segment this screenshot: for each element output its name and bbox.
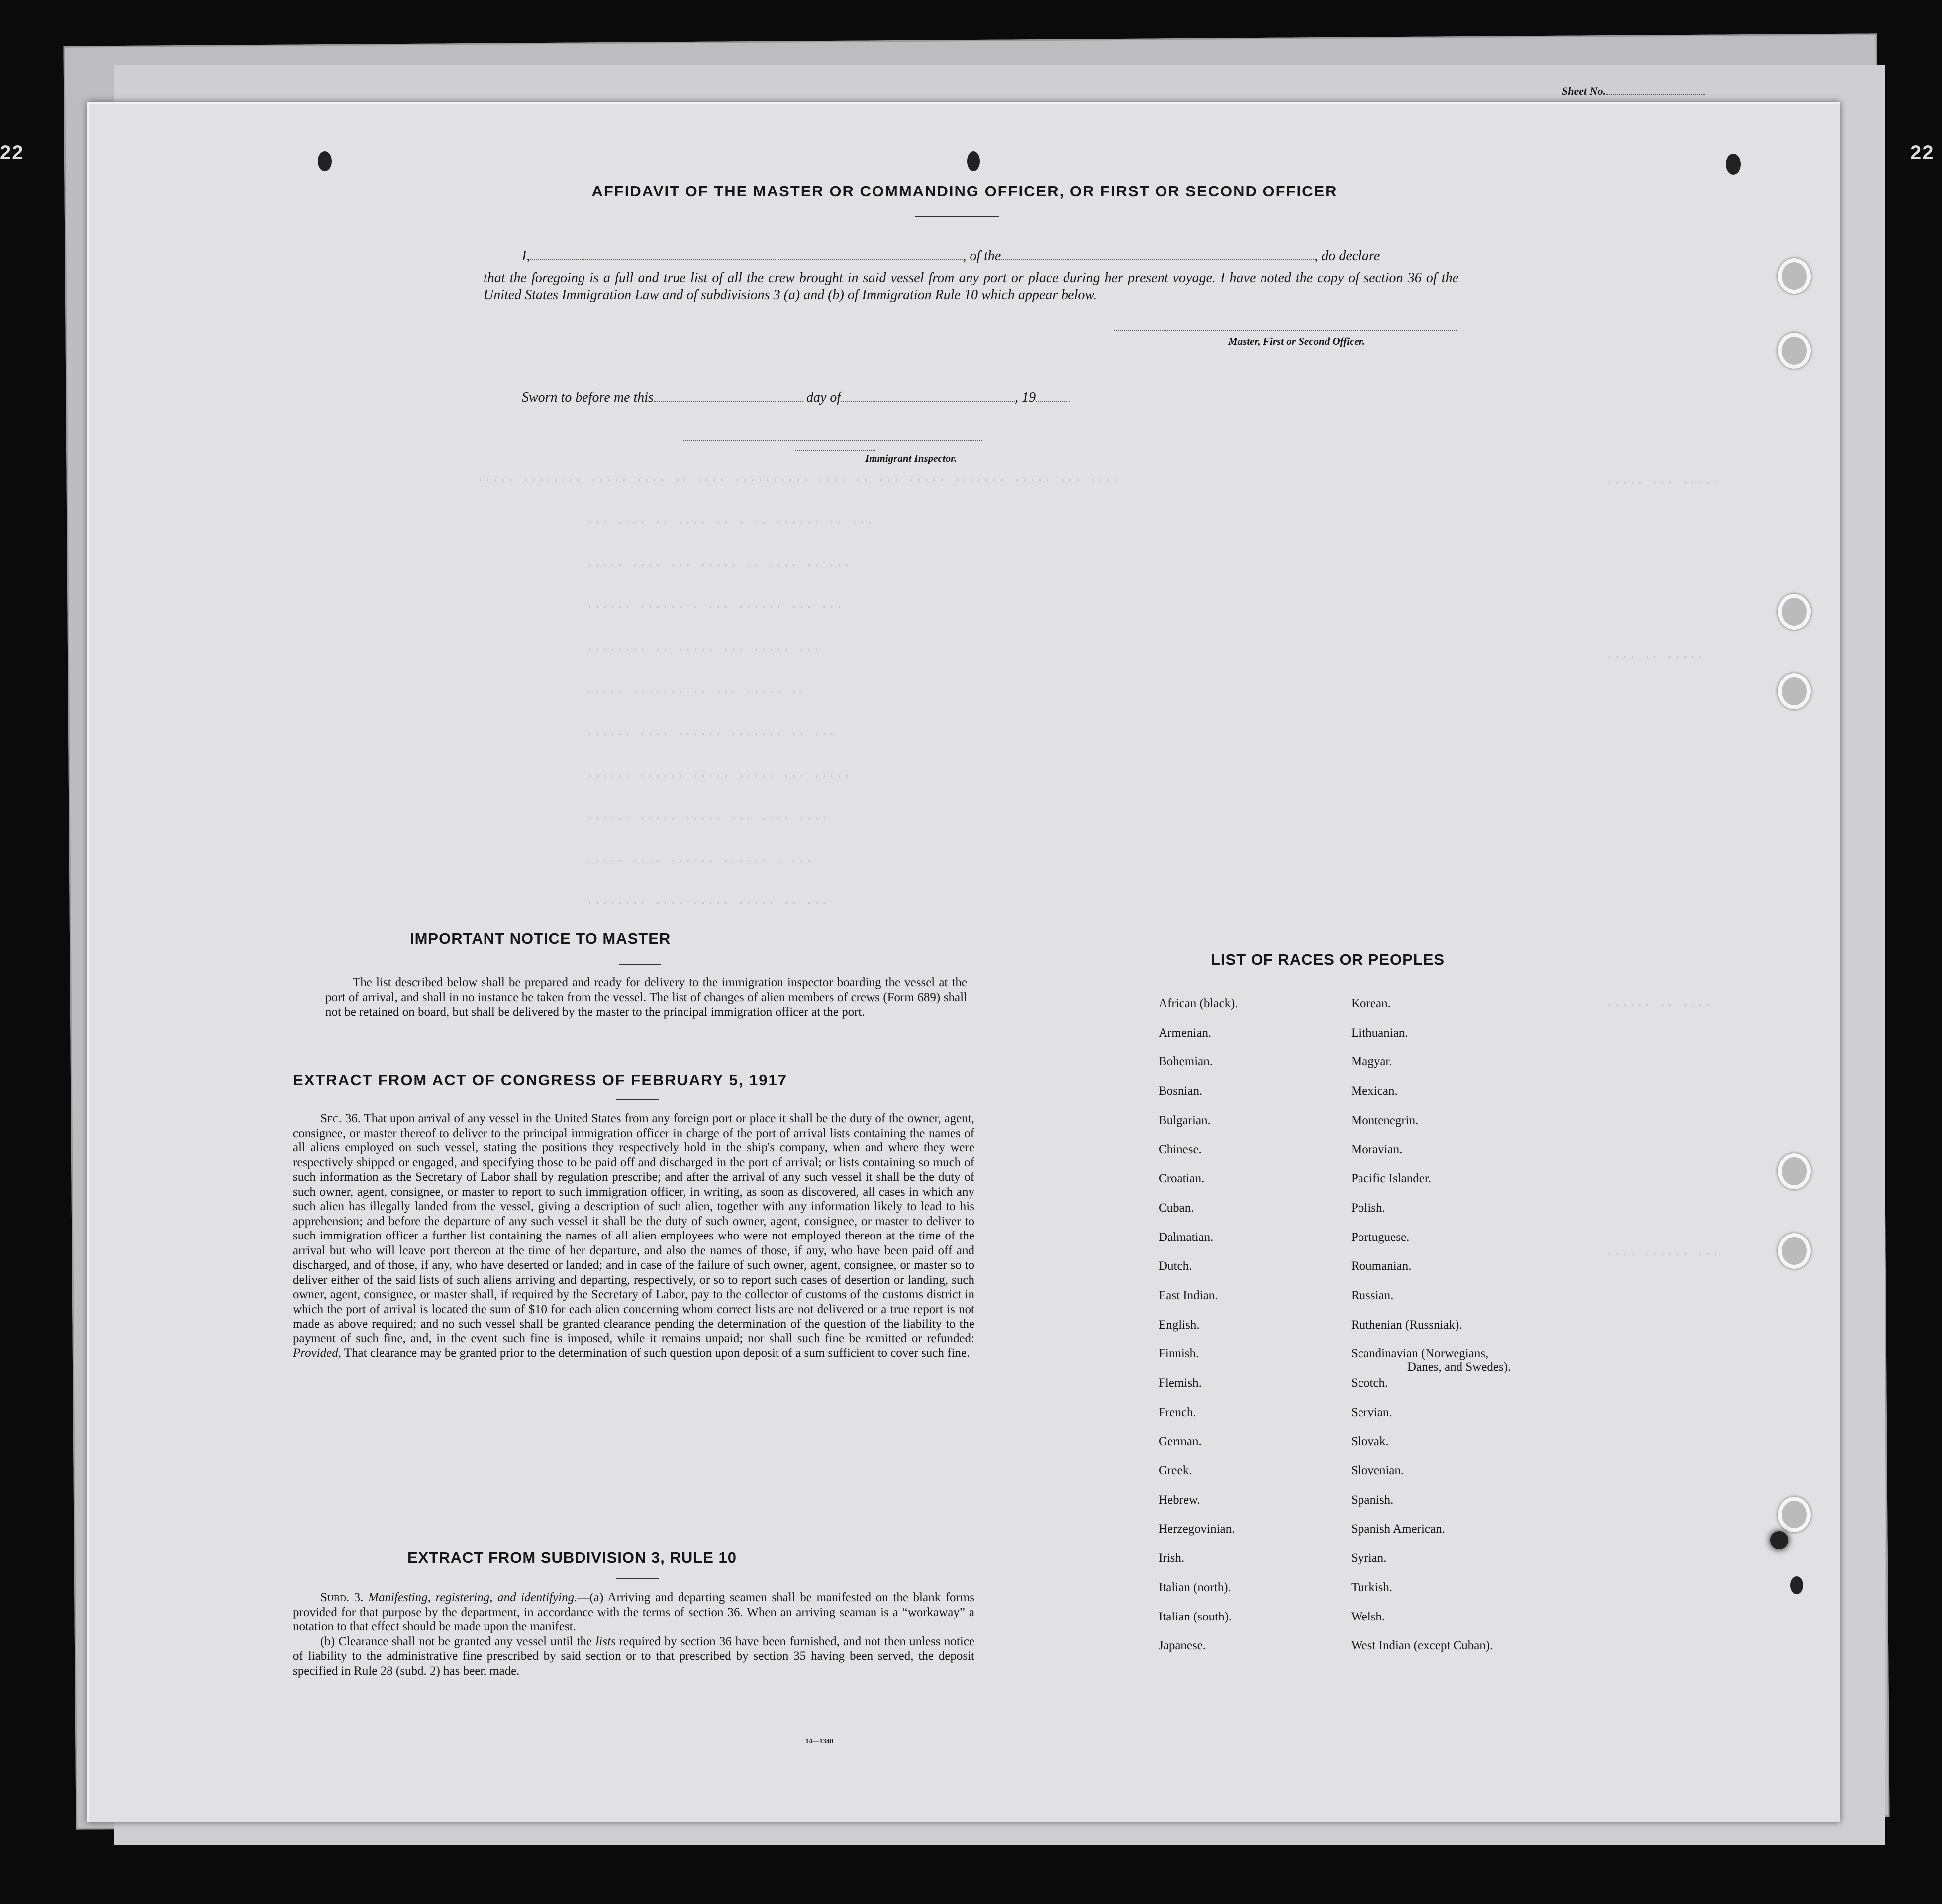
race-entry: Armenian. xyxy=(1159,1026,1212,1040)
race-entry: Dutch. xyxy=(1159,1259,1192,1273)
bleed-through: ····· ······· ·· ··· ····· ·· xyxy=(586,686,806,698)
rule-extract-body: Subd. 3. Manifesting, registering, and identifying.—(a) Arriving and departing seamen shall be manifested on the blank forms provided for that purpose by the department, in accordance with the terms of section 36. When an arriving seaman is a “workaway” a notation to that effect should be made upon the manifest. (b) Clearance shall not be granted any vessel until the lists required by section 36 have been furnished, and not then unless notice of liability to the administrative fine prescribed by said section or to that prescribed by section 35 having been served, the deposit specified in Rule 28 (subd. 2) has been made. xyxy=(293,1591,975,1678)
bleed-through: ···· ·· ····· xyxy=(1606,651,1705,664)
race-entry: Slovenian. xyxy=(1351,1464,1404,1478)
race-entry: Dalmatian. xyxy=(1159,1230,1214,1244)
race-entry: Montenegrin. xyxy=(1351,1113,1419,1127)
binder-ring xyxy=(1778,1497,1811,1532)
sworn-line: Sworn to before me this day of , 19 xyxy=(522,390,1070,406)
rule-extract-rule xyxy=(616,1578,659,1579)
punch-hole xyxy=(1770,1531,1788,1549)
binder-ring xyxy=(1778,1153,1811,1189)
punch-hole xyxy=(1726,154,1741,175)
race-entry: Magyar. xyxy=(1351,1055,1392,1069)
race-entry: Chinese. xyxy=(1159,1142,1202,1156)
bleed-through: ······ ······ ····· ····· ··· ····· xyxy=(586,770,852,783)
left-edge-number: 22 xyxy=(0,142,24,164)
inspector-caption: Immigrant Inspector. xyxy=(865,452,957,464)
race-entry: Japanese. xyxy=(1159,1639,1206,1653)
race-entry: Greek. xyxy=(1159,1464,1192,1478)
act-rule xyxy=(616,1099,659,1100)
bleed-through: ········ ·· ····· ··· ····· ··· xyxy=(586,644,821,656)
sworn-day-field[interactable] xyxy=(654,401,803,402)
race-entry: Bohemian. xyxy=(1159,1055,1213,1069)
race-entry: East Indian. xyxy=(1159,1289,1218,1302)
bleed-through: ········ ···· ····· ····· ·· ··· xyxy=(586,897,829,910)
race-entry: Pacific Islander. xyxy=(1351,1172,1432,1186)
binder-ring xyxy=(1778,673,1811,709)
notice-title: IMPORTANT NOTICE TO MASTER xyxy=(410,930,671,947)
bleed-through: ···· ······ ··· xyxy=(1606,1248,1720,1260)
race-entry: Polish. xyxy=(1351,1201,1385,1215)
punch-hole xyxy=(1790,1576,1803,1594)
race-entry: Korean. xyxy=(1351,997,1391,1010)
race-entry: Slovak. xyxy=(1351,1434,1389,1448)
punch-hole xyxy=(967,151,980,171)
race-entry: English. xyxy=(1159,1318,1200,1332)
race-entry: Croatian. xyxy=(1159,1172,1205,1186)
race-entry: Moravian. xyxy=(1351,1142,1403,1156)
race-entry: Finnish. xyxy=(1159,1347,1199,1361)
race-entry: Italian (south). xyxy=(1159,1610,1232,1623)
signature-line[interactable] xyxy=(1114,330,1457,331)
signature-caption: Master, First or Second Officer. xyxy=(1228,335,1365,347)
race-entry: Ruthenian (Russniak). xyxy=(1351,1318,1462,1332)
bleed-through: ······ ·· ···· xyxy=(1606,999,1712,1012)
bleed-through: ··· ···· ·· ···· ·· · ·· ······ ·· ··· xyxy=(586,517,874,529)
race-entry: Spanish American. xyxy=(1351,1522,1445,1536)
binder-ring xyxy=(1778,1233,1811,1269)
race-entry: Bulgarian. xyxy=(1159,1113,1211,1127)
punch-hole xyxy=(318,151,332,171)
races-title: LIST OF RACES OR PEOPLES xyxy=(1211,951,1445,968)
race-entry: African (black). xyxy=(1159,997,1238,1010)
race-entry: German. xyxy=(1159,1434,1202,1448)
bleed-through: ······ ···· ······ ······· ·· ··· xyxy=(586,728,836,741)
binder-ring xyxy=(1778,594,1811,630)
bleed-through: ····· ··· ····· xyxy=(1606,477,1720,489)
race-entry: Scotch. xyxy=(1351,1376,1388,1390)
inspector-signature-line[interactable] xyxy=(683,440,982,441)
sworn-year-field[interactable] xyxy=(1036,401,1070,402)
affidavit-body: that the foregoing is a full and true list of all the crew brought in said vessel from any port or place during her present voyage. I have noted the copy of section 36 of the United States Immigration Law and of subdivisions 3 (a) and (b) of Immigration Rule 10 which appear below. xyxy=(484,270,1458,303)
binder-ring xyxy=(1778,333,1811,369)
race-entry: Russian. xyxy=(1351,1289,1394,1302)
race-entry: French. xyxy=(1159,1405,1196,1419)
notice-rule xyxy=(619,964,661,965)
race-entry: Scandinavian (Norwegians, xyxy=(1351,1347,1489,1361)
race-entry: Welsh. xyxy=(1351,1610,1385,1623)
race-entry: Syrian. xyxy=(1351,1551,1387,1565)
race-entry: Bosnian. xyxy=(1159,1084,1203,1098)
bleed-through: ····· ···· ······ ······ · ··· xyxy=(586,855,814,867)
form-number: 14—1340 xyxy=(805,1738,833,1745)
race-entry: Danes, and Swedes). xyxy=(1407,1360,1511,1374)
act-extract-title: EXTRACT FROM ACT OF CONGRESS OF FEBRUARY 5, 1917 xyxy=(293,1071,787,1089)
sheet-no-label: Sheet No. xyxy=(1562,85,1705,97)
race-entry: Portuguese. xyxy=(1351,1230,1410,1244)
bleed-through: ······ ······ · ··· ······ ··· ··· xyxy=(586,601,844,614)
bleed-through: ······ ····· ····· ··· ···· ···· xyxy=(586,813,829,825)
race-entry: Cuban. xyxy=(1159,1201,1194,1215)
race-entry: Roumanian. xyxy=(1351,1259,1412,1273)
declarant-line: I, , of the , do declare xyxy=(522,248,1380,264)
act-extract-body: Sec. 36. That upon arrival of any vessel in the United States from any foreign port or place it shall be the duty of the owner, agent, consignee, or master thereof to deliver to the principal immigration officer in charge of the port of arrival lists containing the names of all aliens employed on such vessel, stating the positions they respectively hold in the ship's company, when and where they were respectively shipped or engaged, and specifying those to be paid off and discharged in the port of arrival; or lists containing so much of such information as the Secretary of Labor shall by regulation prescribe; and after the arrival of any such vessel it shall be the duty of such owner, agent, consignee, or master to report to such immigration officer, in writing, as soon as discovered, all cases in which any such alien has illegally landed from the vessel, giving a description of such alien, together with any information likely to lead to his apprehension; and before the departure of any such vessel it shall be the duty of such owner, agent, consignee, or master to deliver to such immigration officer a further list containing the names of all alien employees who were not employed thereon at the time of the arrival but who will leave port thereon at the time of her departure, and also the names of those, if any, who have been paid off and discharged, and of those, if any, who have deserted or landed; and in case of the failure of such owner, agent, consignee, or master so to deliver either of the said lists of such aliens arriving and departing, respectively, or so to report such cases of desertion or landing, such owner, agent, consignee, or master shall, if required by the Secretary of Labor, pay to the collector of customs of the customs district in which the port of arrival is located the sum of $10 for each alien concerning whom correct lists are not delivered or a true report is not made as above required; and no such vessel shall be granted clearance pending the determination of the question of the liability to the payment of such fine, and, in the event such fine is imposed, while it remains unpaid; nor shall such fine be remitted or refunded: Provided, That clearance may be granted prior to the determination of such question upon deposit of a sum sufficient to cover such fine. xyxy=(293,1112,975,1360)
vessel-field[interactable] xyxy=(1001,259,1314,260)
race-entry: West Indian (except Cuban). xyxy=(1351,1639,1493,1653)
bleed-through: ····· ···· ··· ····· ·· ···· ·· ··· xyxy=(586,559,852,571)
form-page xyxy=(87,102,1840,1822)
race-entry: Flemish. xyxy=(1159,1376,1202,1390)
rule-extract-title: EXTRACT FROM SUBDIVISION 3, RULE 10 xyxy=(407,1549,737,1566)
race-entry: Hebrew. xyxy=(1159,1493,1200,1507)
notice-body: The list described below shall be prepared and ready for delivery to the immigration inspector boarding the vessel at the port of arrival, and shall in no instance be taken from the vessel. The list of changes of alien members of crews (Form 689) shall not be retained on board, but shall be delivered by the master to the principal immigration officer at the port. xyxy=(325,976,967,1019)
race-entry: Mexican. xyxy=(1351,1084,1398,1098)
title-rule xyxy=(915,216,999,217)
race-entry: Turkish. xyxy=(1351,1581,1393,1594)
race-entry: Spanish. xyxy=(1351,1493,1394,1507)
bleed-through: ····· ········ ····· ···· ·· ···· ·········· ···· ·· ··· ····· ······· ····· ··· ···· xyxy=(477,475,1120,487)
race-entry: Irish. xyxy=(1159,1551,1185,1565)
race-entry: Herzegovinian. xyxy=(1159,1522,1235,1536)
binder-ring xyxy=(1778,258,1811,294)
race-entry: Italian (north). xyxy=(1159,1581,1231,1594)
race-entry: Lithuanian. xyxy=(1351,1026,1408,1040)
race-entry: Servian. xyxy=(1351,1405,1392,1419)
sworn-month-field[interactable] xyxy=(841,401,1015,402)
right-edge-number: 22 xyxy=(1910,142,1935,164)
affidavit-title: AFFIDAVIT OF THE MASTER OR COMMANDING OFFICER, OR FIRST OR SECOND OFFICER xyxy=(591,183,1338,200)
name-field[interactable] xyxy=(530,259,963,260)
inspector-signature-line-2 xyxy=(795,450,875,451)
